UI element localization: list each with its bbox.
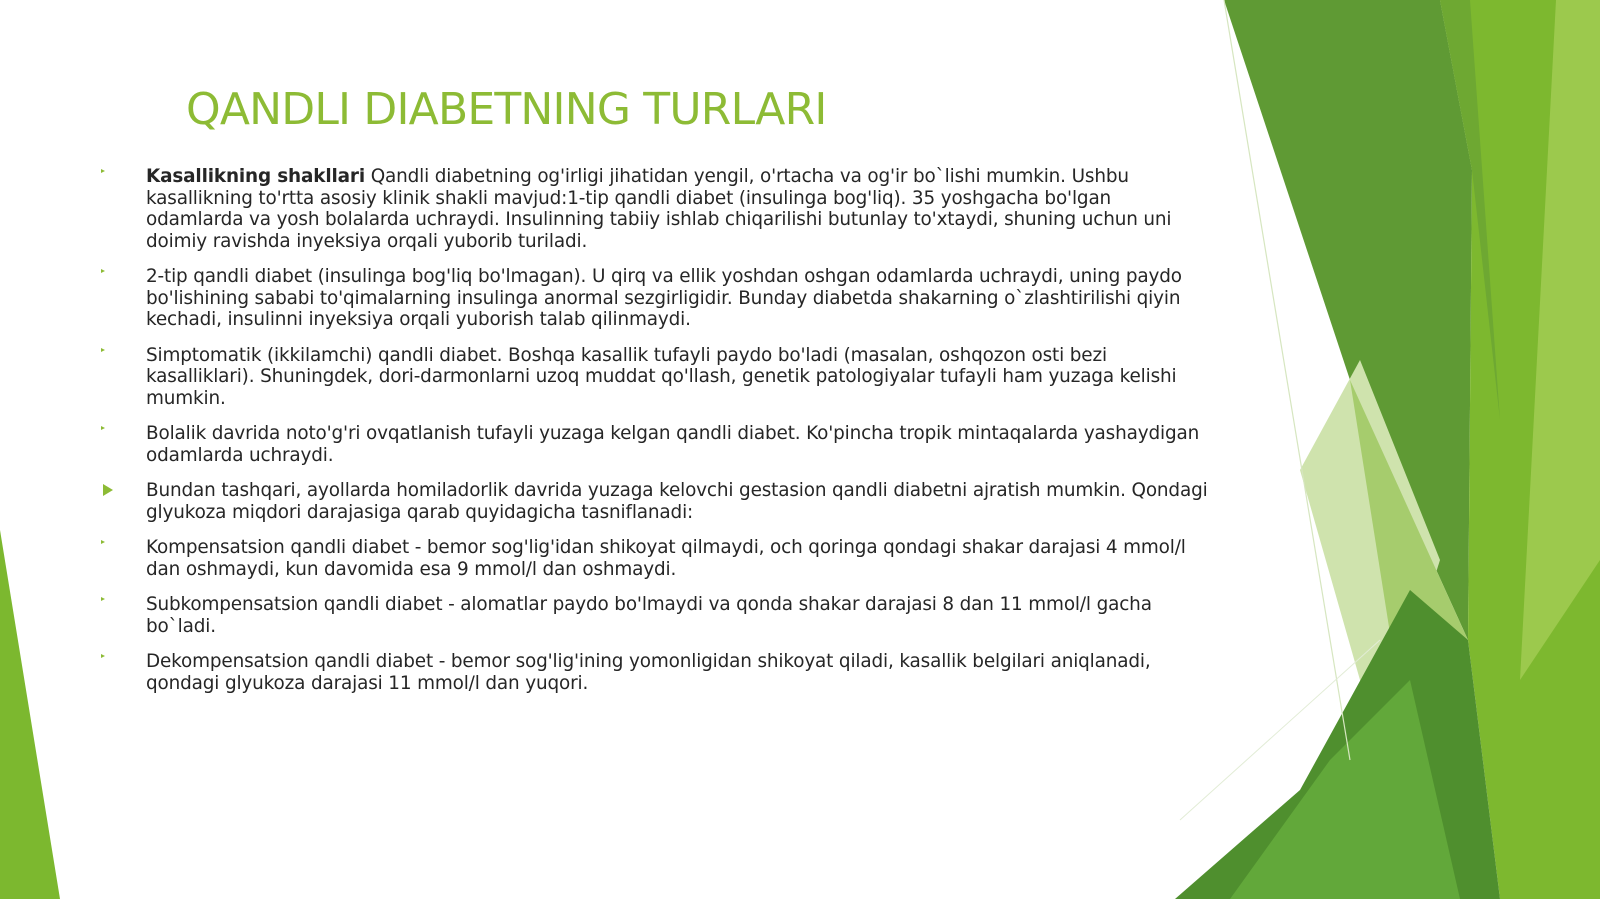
item-text: 2-tip qandli diabet (insulinga bog'liq bo'lmagan). U qirq va ellik yoshdan oshgan odamlarda uchraydi, uning paydo bo'lishining sababi to'qimalarning insulinga anormal sezgirligidir. Bunday diabetda shakarning o`zlashtirilishi qiyin kechadi, insulinni inyeksiya orqali yuborish talab qilinmaydi. xyxy=(146,266,1182,330)
list-item xyxy=(98,480,1214,523)
list-item xyxy=(98,594,1214,637)
item-text: Dekompensatsion qandli diabet - bemor sog'lig'ining yomonligidan shikoyat qiladi, kasallik belgilari aniqlanadi, qondagi glyukoza darajasi 11 mmol/l dan yuqori. xyxy=(146,651,1151,694)
item-text: Qandli diabetning og'irligi jihatidan yengil, o'rtacha va og'ir bo`lishi mumkin. Ushbu kasallikning to'rtta asosiy klinik shakli mavjud:1-tip qandli diabet (insulinga bog'liq). 35 yoshgacha bo'lgan odamlarda va yosh bolalarda uchraydi. Insulinning tabiiy ishlab chiqarilishi butunlay to'xtaydi, shuning uchun uni doimiy ravishda inyeksiya orqali yuborib turiladi. xyxy=(146,166,1172,252)
list-item xyxy=(98,345,1214,410)
item-text: Simptomatik (ikkilamchi) qandli diabet. Boshqa kasallik tufayli paydo bo'ladi (masalan, oshqozon osti bezi kasalliklari). Shuningdek, dori-darmonlarni uzoq muddat qo'llash, genetik patologiyalar tufayli ham yuzaga kelishi mumkin. xyxy=(146,344,1177,409)
bullet-list xyxy=(98,166,1214,708)
left-green-shape xyxy=(0,530,60,899)
bullet-icon xyxy=(101,269,105,273)
bullet-icon xyxy=(101,597,105,601)
list-item xyxy=(98,537,1214,580)
bullet-icon xyxy=(101,654,105,658)
item-text: Subkompensatsion qandli diabet - alomatlar paydo bo'lmaydi va qonda shakar darajasi 8 dan 11 mmol/l gacha bo`ladi. xyxy=(146,594,1152,637)
item-text: Bundan tashqari, ayollarda homiladorlik davrida yuzaga kelovchi gestasion qandli diabetni ajratish mumkin. Qondagi glyukoza miqdori darajasiga qarab quyidagicha tasniflanadi: xyxy=(146,480,1208,523)
arrow-bullet-icon xyxy=(103,484,113,496)
bullet-icon xyxy=(101,169,105,173)
item-text: Bolalik davrida noto'g'ri ovqatlanish tufayli yuzaga kelgan qandli diabet. Ko'pincha tropik mintaqalarda yashaydigan odamlarda uchraydi. xyxy=(146,423,1200,466)
list-item xyxy=(98,651,1214,694)
bullet-icon xyxy=(101,348,105,352)
item-lead: Kasallikning shakllari xyxy=(146,166,365,187)
slide-title: QANDLI DIABETNING TURLARI xyxy=(186,84,827,135)
bullet-icon xyxy=(101,426,105,430)
list-item xyxy=(98,266,1214,331)
item-text: Kompensatsion qandli diabet - bemor sog'lig'idan shikoyat qilmaydi, och qoringa qondagi shakar darajasi 4 mmol/l dan oshmaydi, kun davomida esa 9 mmol/l dan oshmaydi. xyxy=(146,537,1186,580)
list-item xyxy=(98,423,1214,466)
list-item xyxy=(98,166,1214,252)
bullet-icon xyxy=(101,540,105,544)
